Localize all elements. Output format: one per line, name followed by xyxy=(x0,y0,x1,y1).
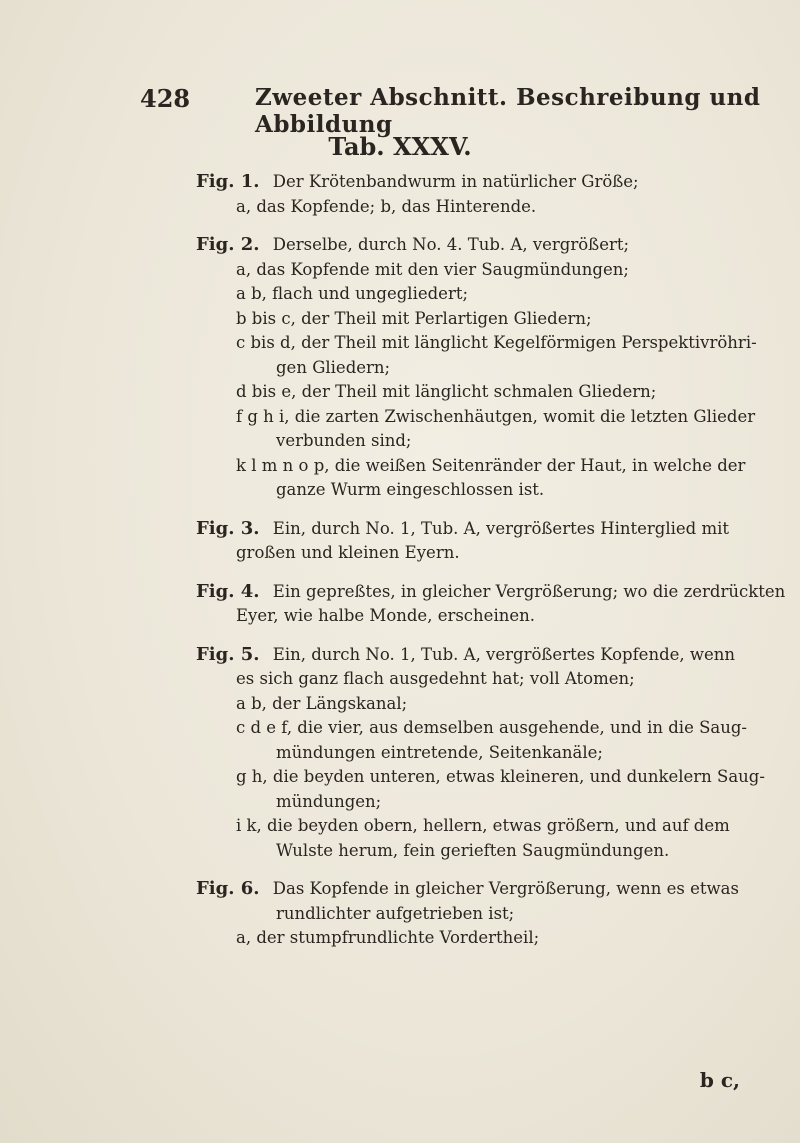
text-line: ganze Wurm eingeschlossen ist. xyxy=(276,480,545,499)
text-line: großen und kleinen Eyern. xyxy=(236,543,460,562)
text-line: es sich ganz flach ausgedehnt hat; voll Atomen; xyxy=(236,669,635,688)
text-line: Das Kopfende in gleicher Vergrößerung, wenn es etwas xyxy=(272,879,739,898)
text-line: i k, die beyden obern, hellern, etwas größern, und auf dem xyxy=(236,816,730,835)
text-line: mündungen eintretende, Seitenkanäle; xyxy=(276,742,603,762)
figure-label: Fig. 3. xyxy=(196,517,260,539)
figure-6-description xyxy=(196,877,756,951)
text-line: Ein, durch No. 1, Tub. A, vergrößertes Hinterglied mit xyxy=(272,518,730,538)
figure-label: Fig. 1. xyxy=(196,171,260,192)
figure-label: Fig. 5. xyxy=(196,643,260,665)
figure-label: Fig. 6. xyxy=(196,878,260,899)
figure-1-description xyxy=(196,170,756,219)
figure-5-description xyxy=(196,643,765,864)
text-line: a, der stumpfrundlichte Vordertheil; xyxy=(236,928,540,947)
figure-2-description xyxy=(196,233,756,503)
figure-descriptions xyxy=(196,170,786,965)
text-line: Der Krötenbandwurm in natürlicher Größe; xyxy=(272,172,639,191)
text-line: a, das Kopfende; b, das Hinterende. xyxy=(236,196,537,216)
text-line: mündungen; xyxy=(276,791,382,811)
figure-label: Fig. 4. xyxy=(196,580,260,602)
text-line: Ein, durch No. 1, Tub. A, vergrößertes Kopfende, wenn xyxy=(272,644,736,664)
plate-title: Tab. XXXV. xyxy=(328,132,472,161)
text-line: a b, flach und ungegliedert; xyxy=(236,284,469,303)
text-line: rundlichter aufgetrieben ist; xyxy=(276,903,515,923)
text-line: a b, der Längskanal; xyxy=(236,693,408,713)
text-line: Wulste herum, fein gerieften Saugmündungen. xyxy=(276,840,670,860)
figure-3-description xyxy=(196,517,756,566)
text-line: a, das Kopfende mit den vier Saugmündungen; xyxy=(236,259,629,279)
text-line: c bis d, der Theil mit länglicht Kegelförmigen Perspektivröhri- xyxy=(236,333,757,352)
text-line: gen Gliedern; xyxy=(276,357,391,377)
text-line: Derselbe, durch No. 4. Tub. A, vergrößert; xyxy=(272,235,630,254)
page-header xyxy=(140,84,770,138)
page-number: 428 xyxy=(140,84,191,113)
text-line: Eyer, wie halbe Monde, erscheinen. xyxy=(236,606,535,625)
text-line: d bis e, der Theil mit länglicht schmalen Gliedern; xyxy=(236,382,657,401)
text-line: Ein gepreßtes, in gleicher Vergrößerung; wo die zerdrückten xyxy=(272,581,786,601)
text-line: c d e f, die vier, aus demselben ausgehende, und in die Saug- xyxy=(236,718,748,737)
running-head: Zweeter Abschnitt. Beschreibung und Abbildung xyxy=(255,84,761,138)
catchword: b c, xyxy=(699,1068,740,1092)
figure-4-description xyxy=(196,580,786,629)
figure-label: Fig. 2. xyxy=(196,234,260,255)
text-line: f g h i, die zarten Zwischenhäutgen, womit die letzten Glieder xyxy=(236,406,756,426)
text-line: g h, die beyden unteren, etwas kleineren, und dunkelern Saug- xyxy=(236,767,765,786)
text-line: k l m n o p, die weißen Seitenränder der Haut, in welche der xyxy=(236,455,746,475)
text-line: verbunden sind; xyxy=(276,431,412,450)
text-line: b bis c, der Theil mit Perlartigen Gliedern; xyxy=(236,308,592,328)
